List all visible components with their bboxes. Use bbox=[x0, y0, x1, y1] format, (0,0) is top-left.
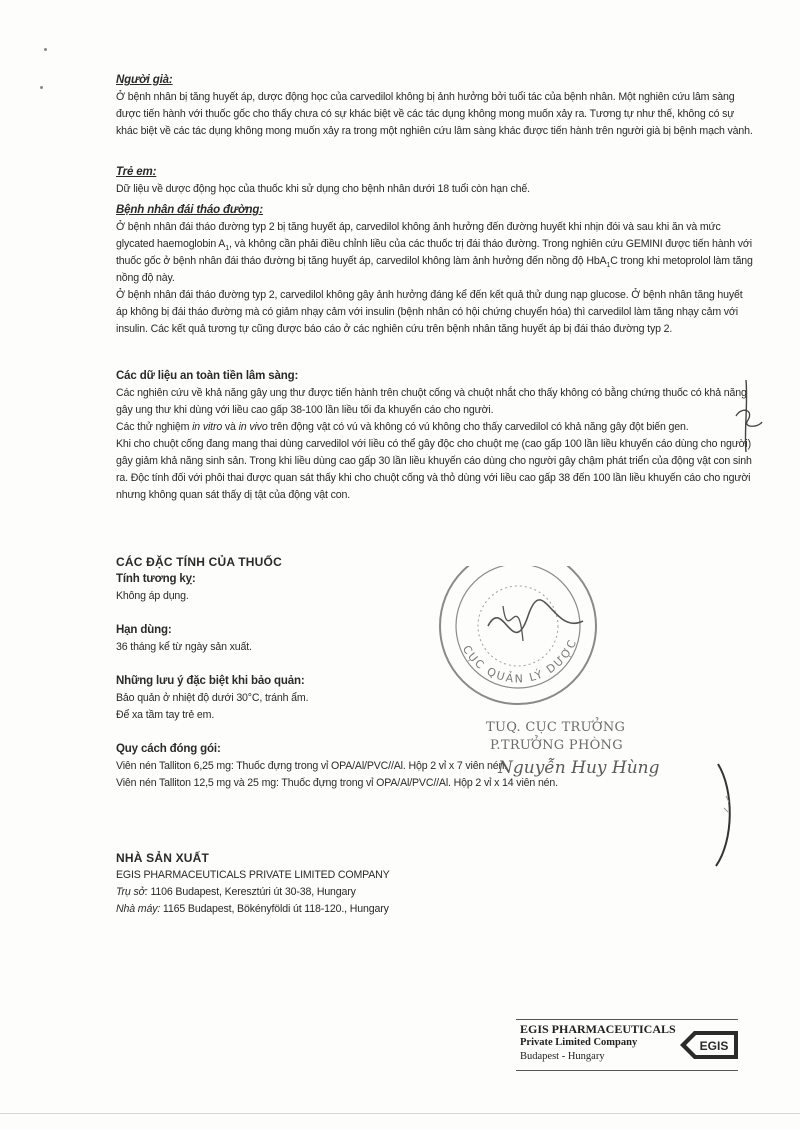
manufacturer-name: EGIS PHARMACEUTICALS PRIVATE LIMITED COMPANY bbox=[116, 869, 390, 881]
margin-initials bbox=[728, 376, 768, 456]
label: Trụ sở: bbox=[116, 886, 148, 898]
seal-ring-text: CỤC QUẢN LÝ DƯỢC bbox=[459, 636, 580, 686]
paragraph: Các nghiên cứu về khả năng gây ung thư được tiến hành trên chuột cống và chuột nhắt cho thấy không có bằng chứng thuốc có khả năng gây ung thư khi dùng với liều cao gấp 38-100 lần liều tối đa khuyến cáo cho người. bbox=[116, 387, 747, 416]
company-stamp bbox=[520, 1022, 740, 1068]
heading-incompatibility: Tính tương kỵ: bbox=[116, 573, 196, 585]
address-plant bbox=[116, 901, 756, 918]
section-children bbox=[116, 164, 756, 198]
address-hq bbox=[116, 884, 756, 901]
egis-logo-icon bbox=[678, 1028, 740, 1062]
egis-logo-text: EGIS bbox=[699, 1039, 729, 1053]
text-run: 1165 Budapest, Bökényföldi út 118-120., Hungary bbox=[160, 903, 389, 915]
heading-children: Trẻ em: bbox=[116, 166, 157, 178]
text-run: Các thử nghiệm bbox=[116, 421, 193, 433]
heading-storage: Những lưu ý đặc biệt khi bảo quản: bbox=[116, 675, 305, 687]
heading-shelf-life: Hạn dùng: bbox=[116, 624, 172, 636]
subscript: 1 bbox=[606, 262, 611, 270]
paragraph: Khi cho chuột cống đang mang thai dùng carvedilol với liều có thể gây độc cho chuột mẹ (cao gấp 100 lần liều khuyến cáo dùng cho người) gây giảm khả năng sinh sản. Trong khi liều dùng cao gấp 30 lần liều khuyến cáo dùng cho người gây chậm phát triển của động vật con sinh ra. Độc tính đối với phôi thai được quan sát thấy khi cho chuột cống và thỏ dùng với liều cao gấp 38 đến 100 lần liều khuyến cáo cho người nhưng không quan sát thấy dị tật của động vật con. bbox=[116, 438, 752, 501]
signer-name: Nguyễn Huy Hùng bbox=[498, 758, 660, 778]
italic-term: in vivo bbox=[238, 421, 268, 433]
heading-packaging: Quy cách đóng gói: bbox=[116, 743, 221, 755]
subscript: 1 bbox=[225, 245, 229, 253]
text-run: 1106 Budapest, Keresztúri út 30-38, Hungary bbox=[147, 886, 356, 898]
stamp-line-1: TUQ. CỤC TRƯỞNG bbox=[486, 720, 626, 735]
company-stamp-rule-bottom bbox=[516, 1070, 738, 1071]
paragraph: Để xa tầm tay trẻ em. bbox=[116, 709, 215, 721]
scan-speck bbox=[40, 86, 43, 89]
text-run: C trong khi metoprolol làm tăng nồng độ này. bbox=[116, 255, 753, 284]
paragraph: Không áp dụng. bbox=[116, 590, 189, 602]
heading-elderly: Người già: bbox=[116, 74, 173, 86]
italic-term: in vitro bbox=[192, 421, 223, 433]
text-run: , và không cần phải điều chỉnh liều của các thuốc trị đái tháo đường. Trong nghiên cứu GEMINI được tiến hành với thuốc gốc ở bệnh nhân đái tháo đường bị tăng huyết áp, carvedilol không làm ảnh hưởng đến nồng độ HbA bbox=[116, 238, 752, 267]
section-diabetes bbox=[116, 202, 756, 338]
paragraph: Ở bệnh nhân đái tháo đường typ 2, carvedilol không gây ảnh hưởng đáng kể đến kết quả thử dung nạp glucose. Ở bệnh nhân tăng huyết áp không bị đái tháo đường mà có giảm nhạy cảm với insulin (bệnh nhân có hội chứng chuyển hóa) thì carvedilol làm tăng nhạy cảm với insulin. Các kết quả tương tự cũng được báo cáo ở các nghiên cứu trên bệnh nhân tăng huyết áp bị đái tháo đường typ 2. bbox=[116, 289, 743, 335]
svg-text:CỤC QUẢN LÝ DƯỢC bbox=[460, 636, 580, 685]
company-stamp-line-1: EGIS PHARMACEUTICALS bbox=[520, 1022, 676, 1036]
page-bottom-edge bbox=[0, 1113, 800, 1114]
section-safety bbox=[116, 368, 756, 504]
company-stamp-rule-top bbox=[516, 1019, 738, 1020]
text-run: và bbox=[222, 421, 239, 433]
paragraph: Viên nén Talliton 12,5 mg và 25 mg: Thuốc đựng trong vỉ OPA/Al/PVC//Al. Hộp 2 vỉ x 14 viên nén. bbox=[116, 777, 558, 789]
paragraph: Bảo quản ở nhiệt độ dưới 30°C, tránh ẩm. bbox=[116, 692, 309, 704]
paragraph: Dữ liệu về dược động học của thuốc khi sử dụng cho bệnh nhân dưới 18 tuổi còn hạn chế. bbox=[116, 183, 530, 195]
heading-safety: Các dữ liệu an toàn tiền lâm sàng: bbox=[116, 370, 299, 382]
paragraph: Viên nén Talliton 6,25 mg: Thuốc đựng trong vỉ OPA/Al/PVC//Al. Hộp 2 vỉ x 7 viên nén. bbox=[116, 760, 508, 772]
paragraph bbox=[116, 419, 756, 436]
heading-properties: CÁC ĐẶC TÍNH CỦA THUỐC bbox=[116, 555, 282, 569]
paragraph: Ở bệnh nhân bị tăng huyết áp, dược động học của carvedilol không bị ảnh hưởng bởi tuổi tác của bệnh nhân. Một nghiên cứu lâm sàng được tiến hành với thuốc gốc cho thấy chưa có sự khác biệt về các tác dụng không mong muốn xảy ra. Tương tự như thế, không có sự khác biệt về các tác dụng không mong muốn xảy ra trong một nghiên cứu lâm sàng khác được tiến hành trên người già bị bệnh mạch vành. bbox=[116, 91, 753, 137]
heading-diabetes: Bệnh nhân đái tháo đường: bbox=[116, 204, 263, 216]
section-elderly bbox=[116, 72, 756, 140]
text-run: trên động vật có vú và không có vú không cho thấy carvedilol có khả năng gây đột biến gen. bbox=[267, 421, 689, 433]
scan-speck bbox=[44, 48, 47, 51]
label: Nhà máy: bbox=[116, 903, 161, 915]
stamp-line-2: P.TRƯỞNG PHÒNG bbox=[490, 738, 623, 753]
official-seal bbox=[418, 566, 618, 706]
paragraph bbox=[116, 219, 756, 287]
paragraph: 36 tháng kể từ ngày sản xuất. bbox=[116, 641, 252, 653]
section-manufacturer bbox=[116, 850, 756, 918]
company-stamp-line-3: Budapest - Hungary bbox=[520, 1051, 605, 1062]
heading-manufacturer: NHÀ SẢN XUẤT bbox=[116, 851, 210, 865]
margin-bracket bbox=[700, 760, 740, 870]
company-stamp-line-2: Private Limited Company bbox=[520, 1037, 638, 1048]
text-run: Ở bệnh nhân đái tháo đường typ 2 bị tăng huyết áp, carvedilol không ảnh hưởng đến đường huyết khi nhịn đói và sau khi ăn và mức glycated haemoglobin A bbox=[116, 221, 721, 250]
